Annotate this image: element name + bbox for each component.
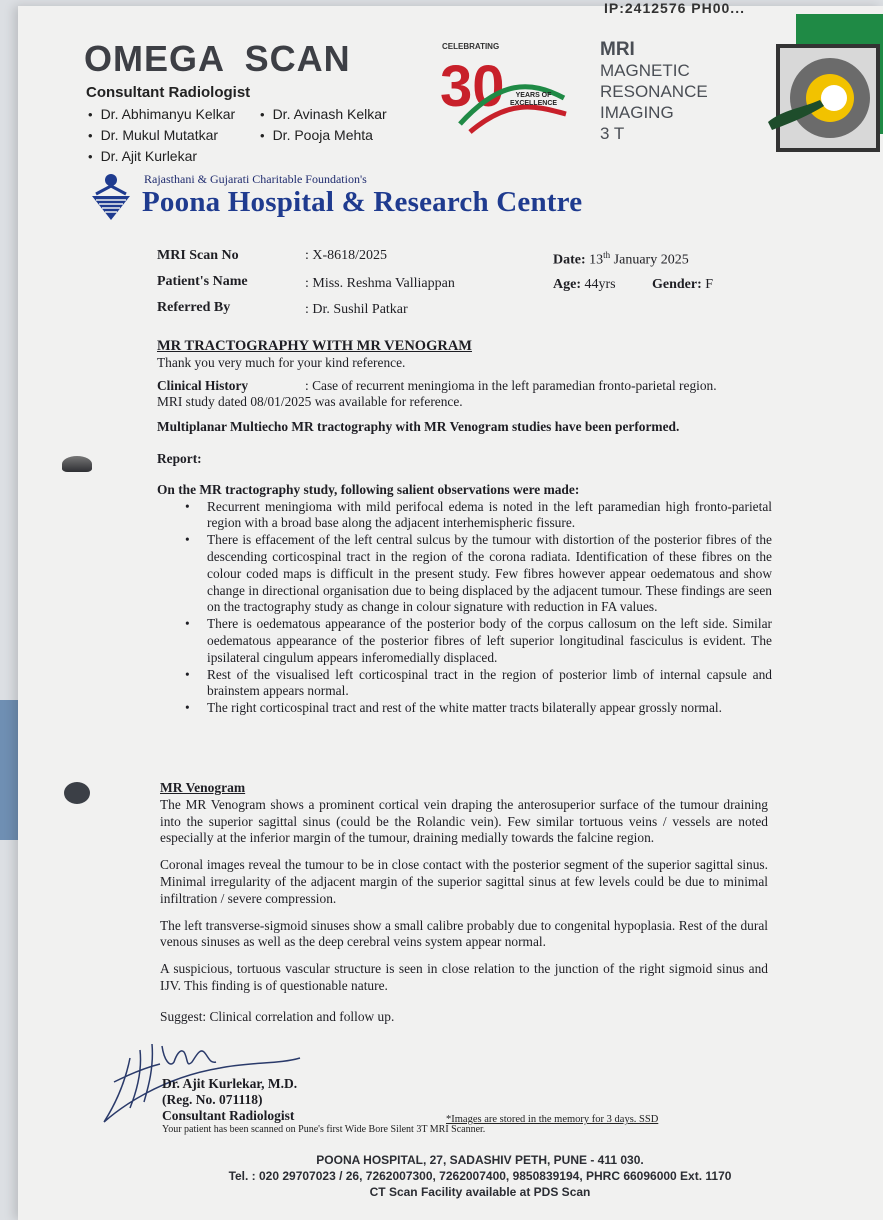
doctor-item: • Dr. Pooja Mehta — [260, 127, 373, 143]
multiplanar-statement: Multiplanar Multiecho MR tractography with MR Venogram studies have been performed. — [157, 419, 680, 435]
observation-item: • Recurrent meningioma with mild perifocal edema is noted in the left paramedian high fronto-parietal region with a broad base along the adjacent interhemispheric fissure. — [207, 499, 772, 533]
report-section — [157, 338, 777, 717]
mri-line: RESONANCE — [600, 82, 708, 101]
clinical-history-text-2: MRI study dated 08/01/2025 was available for reference. — [157, 394, 463, 410]
wide-bore-note: Your patient has been scanned on Pune's first Wide Bore Silent 3T MRI Scanner. — [162, 1124, 486, 1135]
mri-block — [600, 40, 708, 144]
hospital-name: Poona Hospital & Research Centre — [142, 186, 583, 218]
observation-item: • The right corticospinal tract and rest of the white matter tracts bilaterally appear grossly normal. — [207, 700, 772, 717]
mri-line: MAGNETIC — [600, 61, 690, 80]
doctor-item: • Dr. Abhimanyu Kelkar — [88, 106, 235, 122]
referred-by-value: : Dr. Sushil Patkar — [305, 302, 408, 317]
clinical-history-label: Clinical History — [157, 377, 249, 393]
venogram-paragraph: A suspicious, tortuous vascular structure is seen in close relation to the junction of the right sigmoid sinus and IJV. This finding is of questionable nature. — [160, 961, 768, 993]
footer-address: POONA HOSPITAL, 27, SADASHIV PETH, PUNE - 411 030. — [316, 1153, 644, 1167]
footer-ct: CT Scan Facility available at PDS Scan — [369, 1185, 591, 1199]
doctor-item: • Dr. Mukul Mutatkar — [88, 127, 218, 143]
celebrating-label: CELEBRATING — [442, 42, 500, 51]
celebration-logo — [440, 40, 570, 136]
excellence-text: EXCELLENCE — [510, 100, 558, 107]
doctor-item: • Dr. Avinash Kelkar — [260, 106, 387, 122]
years-text: YEARS OF — [515, 92, 552, 99]
footer-phones: Tel. : 020 29707023 / 26, 7262007300, 7262007400, 9850839194, PHRC 66096000 Ext. 1170 — [228, 1169, 732, 1183]
brand-title: OMEGA SCAN — [84, 38, 351, 79]
report-date: Date: 13th January 2025 — [553, 250, 689, 268]
venogram-paragraph: The left transverse-sigmoid sinuses show a small calibre probably due to congenital hypoplasia. Rest of the dural venous sinuses as well as the deep cerebral veins system appear normal. — [160, 917, 768, 950]
ip-number: IP:2412576 PH00... — [604, 0, 745, 16]
clinical-history-text: : Case of recurrent meningioma in the left paramedian fronto-parietal region. — [305, 377, 717, 393]
mri-scanner-icon — [768, 44, 880, 154]
thanks-line: Thank you very much for your kind reference. — [157, 354, 406, 370]
thirty-years-icon — [440, 40, 570, 136]
observation-item: • Rest of the visualised left corticospinal tract in the region of posterior limb of internal capsule and brainstem appears normal. — [207, 667, 772, 701]
thirty-number: 30 — [440, 54, 505, 119]
patient-age: Age: 44yrs — [553, 277, 616, 292]
report-title: MR TRACTOGRAPHY WITH MR VENOGRAM — [157, 338, 472, 354]
footer — [200, 1152, 760, 1200]
observation-item: • There is oedematous appearance of the posterior body of the corpus callosum on the left side. Similar oedematous appearance of the posterior fibres of left superior longitudinal fasciculus is evident. The ipsilateral cingulum appears inferomedially displaced. — [207, 616, 772, 666]
doctor-item: • Dr. Ajit Kurlekar — [88, 148, 197, 164]
images-stored-note: *Images are stored in the memory for 3 days. SSD — [446, 1114, 659, 1125]
report-label: Report: — [157, 450, 202, 466]
mri-line: IMAGING — [600, 103, 674, 122]
signer-role: Consultant Radiologist — [162, 1108, 295, 1123]
patient-gender: Gender: F — [652, 277, 714, 292]
clinical-history — [157, 378, 777, 395]
observation-item: • There is effacement of the left central sulcus by the tumour with distortion of the posterior fibres of the descending corticospinal tract in the region of the corona radiata. Identification of these fibres on the colour coded maps is difficult in the present study. Few fibres however appear oedematous and show change in directional organisation due to being displaced by the adjacent tumour. These findings are seen on the tractography study as change in colour signature with reduction in FA values. — [207, 532, 772, 616]
venogram-section — [160, 780, 768, 1026]
signer-reg: (Reg. No. 071118) — [162, 1092, 263, 1107]
punch-hole-bottom — [64, 782, 90, 804]
hospital-logo-icon — [88, 172, 134, 222]
referred-by-label: Referred By — [157, 300, 231, 315]
years-label — [510, 92, 557, 108]
observations-list — [207, 499, 772, 717]
signer-name: Dr. Ajit Kurlekar, M.D. — [162, 1076, 298, 1091]
foundation-name: Rajasthani & Gujarati Charitable Foundation's — [144, 172, 367, 186]
patient-name-label: Patient's Name — [157, 274, 248, 289]
venogram-title: MR Venogram — [160, 780, 246, 795]
patient-name-value: : Miss. Reshma Valliappan — [305, 276, 455, 291]
mri-line: 3 T — [600, 124, 625, 143]
venogram-paragraph: The MR Venogram shows a prominent cortical vein draping the anterosuperior surface of the tumour draining into the superior sagittal sinus (could be the Rolandic vein). Few similar tortuous veins / vessels are noted especially at the inferior margin of the tumour, draining medially towards the falcine region. — [160, 796, 768, 846]
observations-heading: On the MR tractography study, following salient observations were made: — [157, 481, 580, 497]
consultant-heading: Consultant Radiologist — [86, 84, 251, 101]
punch-hole-top — [62, 456, 92, 472]
signature-block — [162, 1076, 297, 1124]
scan-no-value: : X-8618/2025 — [305, 248, 388, 263]
suggestion: Suggest: Clinical correlation and follow up. — [160, 1008, 395, 1024]
mri-title: MRI — [600, 39, 635, 60]
scan-no-label: MRI Scan No — [157, 248, 239, 263]
venogram-paragraph: Coronal images reveal the tumour to be in close contact with the posterior segment of the superior sagittal sinus. Minimal irregularity of the adjacent margin of the superior sagittal sinus at few levels could be due to minimal infiltration / severe compression. — [160, 857, 768, 906]
